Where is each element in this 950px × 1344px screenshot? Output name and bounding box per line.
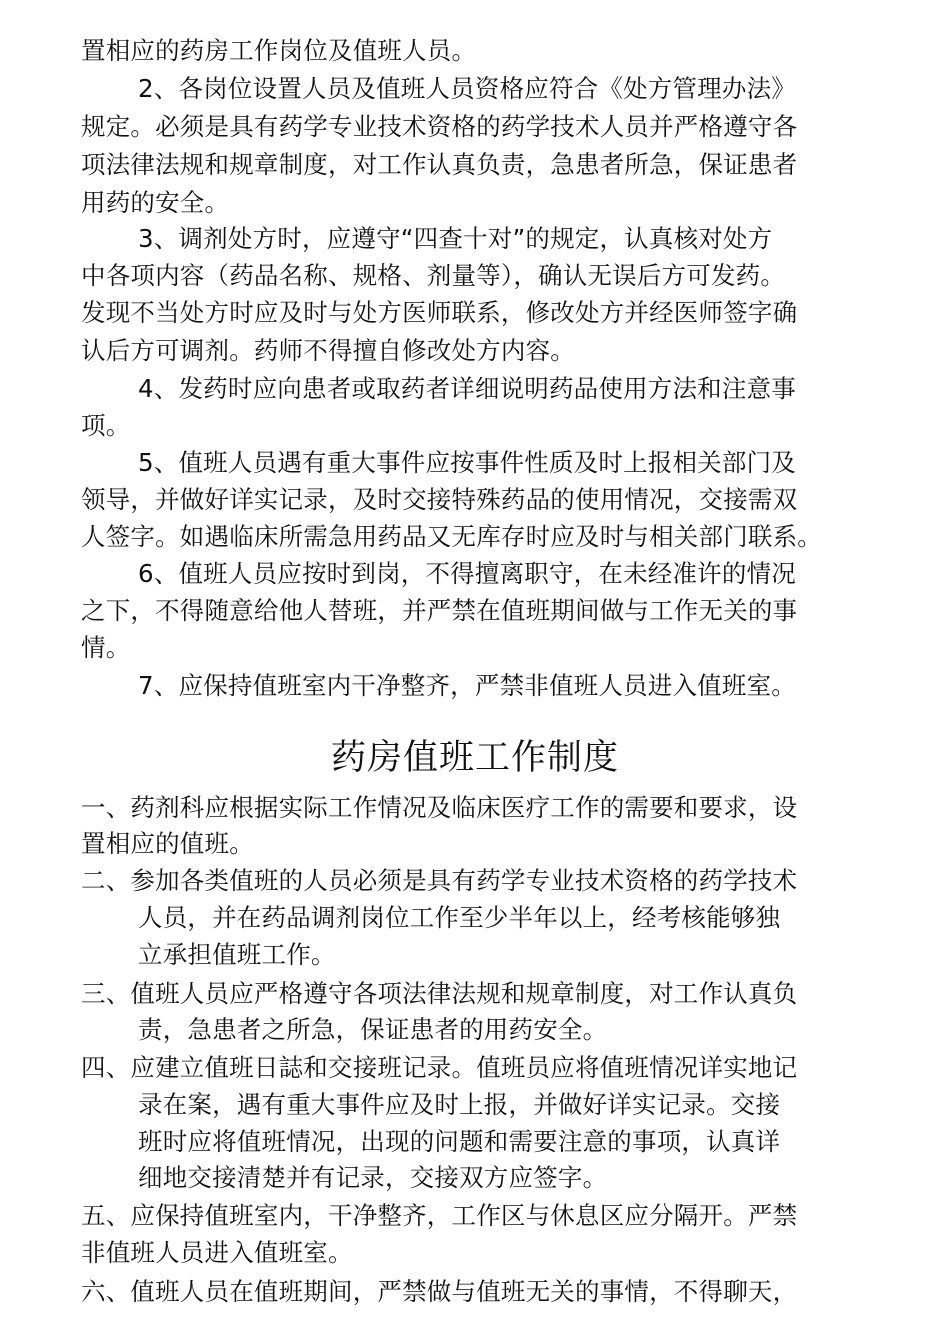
paragraph-line: 3、调剂处方时，应遵守“四查十对”的规定，认真核对处方	[138, 224, 773, 253]
list-item-line: 细地交接清楚并有记录，交接双方应签字。	[138, 1163, 608, 1192]
list-item-line: 四、应建立值班日誌和交接班记录。值班员应将值班情况详实地记	[81, 1053, 798, 1082]
list-item-line: 班时应将值班情况，出现的问题和需要注意的事项，认真详	[138, 1127, 781, 1156]
list-item-line: 置相应的值班。	[81, 829, 254, 858]
paragraph-line: 规定。必须是具有药学专业技术资格的药学技术人员并严格遵守各	[81, 112, 798, 141]
paragraph-line: 人签字。如遇临床所需急用药品又无库存时应及时与相关部门联系。	[81, 522, 822, 551]
paragraph-line: 置相应的药房工作岗位及值班人员。	[81, 36, 477, 65]
list-item-line: 非值班人员进入值班室。	[81, 1238, 353, 1267]
list-item-line: 人员，并在药品调剂岗位工作至少半年以上，经考核能够独	[138, 903, 781, 932]
paragraph-line: 2、各岗位设置人员及值班人员资格应符合《处方管理办法》	[138, 74, 796, 103]
paragraph-line: 之下，不得随意给他人替班，并严禁在值班期间做与工作无关的事	[81, 596, 798, 625]
paragraph-line: 情。	[81, 633, 131, 662]
paragraph-line: 中各项内容（药品名称、规格、剂量等），确认无误后方可发药。	[81, 261, 786, 290]
list-item-line: 五、应保持值班室内，干净整齐，工作区与休息区应分隔开。严禁	[81, 1201, 798, 1230]
list-item-line: 六、值班人员在值班期间，严禁做与值班无关的事情，不得聊天，	[81, 1277, 798, 1306]
paragraph-line: 6、值班人员应按时到岗，不得擅离职守，在未经准许的情况	[138, 559, 796, 588]
paragraph-line: 7、应保持值班室内干净整齐，严禁非值班人员进入值班室。	[138, 671, 796, 700]
paragraph-line: 领导，并做好详实记录，及时交接特殊药品的使用情况，交接需双	[81, 485, 798, 514]
paragraph-line: 用药的安全。	[81, 188, 230, 217]
list-item-line: 二、参加各类值班的人员必须是具有药学专业技术资格的药学技术	[81, 866, 798, 895]
paragraph-line: 4、发药时应向患者或取药者详细说明药品使用方法和注意事	[138, 374, 796, 403]
list-item-line: 录在案，遇有重大事件应及时上报，并做好详实记录。交接	[138, 1090, 781, 1119]
list-item-line: 一、药剂科应根据实际工作情况及临床医疗工作的需要和要求，设	[81, 793, 798, 822]
paragraph-line: 发现不当处方时应及时与处方医师联系，修改处方并经医师签字确	[81, 298, 798, 327]
list-item-line: 三、值班人员应严格遵守各项法律法规和规章制度，对工作认真负	[81, 979, 798, 1008]
list-item-line: 责，急患者之所急，保证患者的用药安全。	[138, 1015, 608, 1044]
paragraph-line: 项。	[81, 411, 131, 440]
section-title: 药房值班工作制度	[330, 738, 619, 778]
list-item-line: 立承担值班工作。	[138, 940, 336, 969]
paragraph-line: 项法律法规和规章制度，对工作认真负责，急患者所急，保证患者	[81, 150, 798, 179]
paragraph-line: 认后方可调剂。药师不得擅自修改处方内容。	[81, 336, 575, 365]
paragraph-line: 5、值班人员遇有重大事件应按事件性质及时上报相关部门及	[138, 448, 796, 477]
